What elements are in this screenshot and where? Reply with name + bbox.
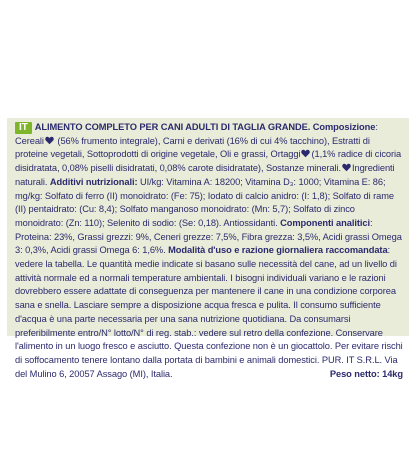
heart-icon <box>342 163 351 172</box>
composition-heading: Composizione <box>312 122 376 132</box>
composition-text-c: (1,1% radice di cicoria disidratata, 0,08% piselli disidratati, 0,08% carote disidratate), Sostanze minerali. <box>15 149 402 174</box>
composition-text-b: (56% frumento integrale), Carni e derivati (16% di cui 4% tacchino), Estratti di proteine vegetali, Sottoprodotti di origine vegetale, Oli e grassi, Ortaggi <box>15 135 370 160</box>
usage-heading: Modalità d'uso e razione giornaliera raccomandata <box>168 245 388 256</box>
analytic-text: : Proteina: 23%, Grassi grezzi: 9%, Ceneri grezze: 7,5%, Fibra grezza: 3,5%, Acidi grassi Omega 3: 0,3%, Acidi grassi Omega 6: 1,6%. <box>15 217 402 256</box>
heart-icon <box>45 136 54 145</box>
composition-text-a: : Cereali <box>15 122 378 146</box>
usage-text: : vedere la tabella. Le quantità medie indicate si basano sulle necessità del cane, ad un livello di attività normale ed a normali temperature ambientali. I bisogni individuali variano e le razioni dovrebbero essere adattate di conseguenza per mantenere il cane in una condizione corporea sana e snella. Lasciare sempre a disposizione acqua fresca e pulita. Il consumo sufficiente d'acqua è una parte necessaria per una sana nutrizione quotidiana. Da consumarsi preferibilmente entro/N° lotto/N° di reg. stab.: vedere sul retro della confezione. Conservare l'alimento in un luogo fresco e asciutto. Questa confezione non è un giocattolo. Per evitare rischi di soffocamento tenere lontano dalla portata di bambini e animali domestici. PUR. IT S.R.L. Via del Mulino 6, 20057 Assago (MI), Italia. <box>15 245 403 379</box>
additives-text: UI/kg: Vitamina A: 18200; Vitamina D₃: 1000; Vitamina E: 86; mg/kg: Solfato di ferro (II) monoidrato: (Fe: 75); Iodato di calcio anidro: (I: 1,8); Solfato di rame (II) pentaidrato: (Cu: 8,4); Solfato manganoso monoidrato: (Mn: 5,7); Solfato di zinco monoidrato: (Zn: 110); Selenito di sodio: (Se: 0,18). Antiossidanti. <box>15 176 394 228</box>
net-weight-label: Peso netto: <box>329 368 380 379</box>
net-weight <box>330 368 403 382</box>
ingredients-note: Ingredienti naturali. <box>15 163 395 187</box>
product-title: ALIMENTO COMPLETO PER CANI ADULTI DI TAGLIA GRANDE. <box>34 122 311 132</box>
language-badge: IT <box>15 122 32 134</box>
net-weight-value: 14kg <box>382 368 403 379</box>
additives-heading: Additivi nutrizionali: <box>49 176 138 187</box>
heart-icon <box>301 149 310 158</box>
label-text-panel <box>7 118 409 379</box>
analytic-heading: Componenti analitici <box>280 217 370 228</box>
